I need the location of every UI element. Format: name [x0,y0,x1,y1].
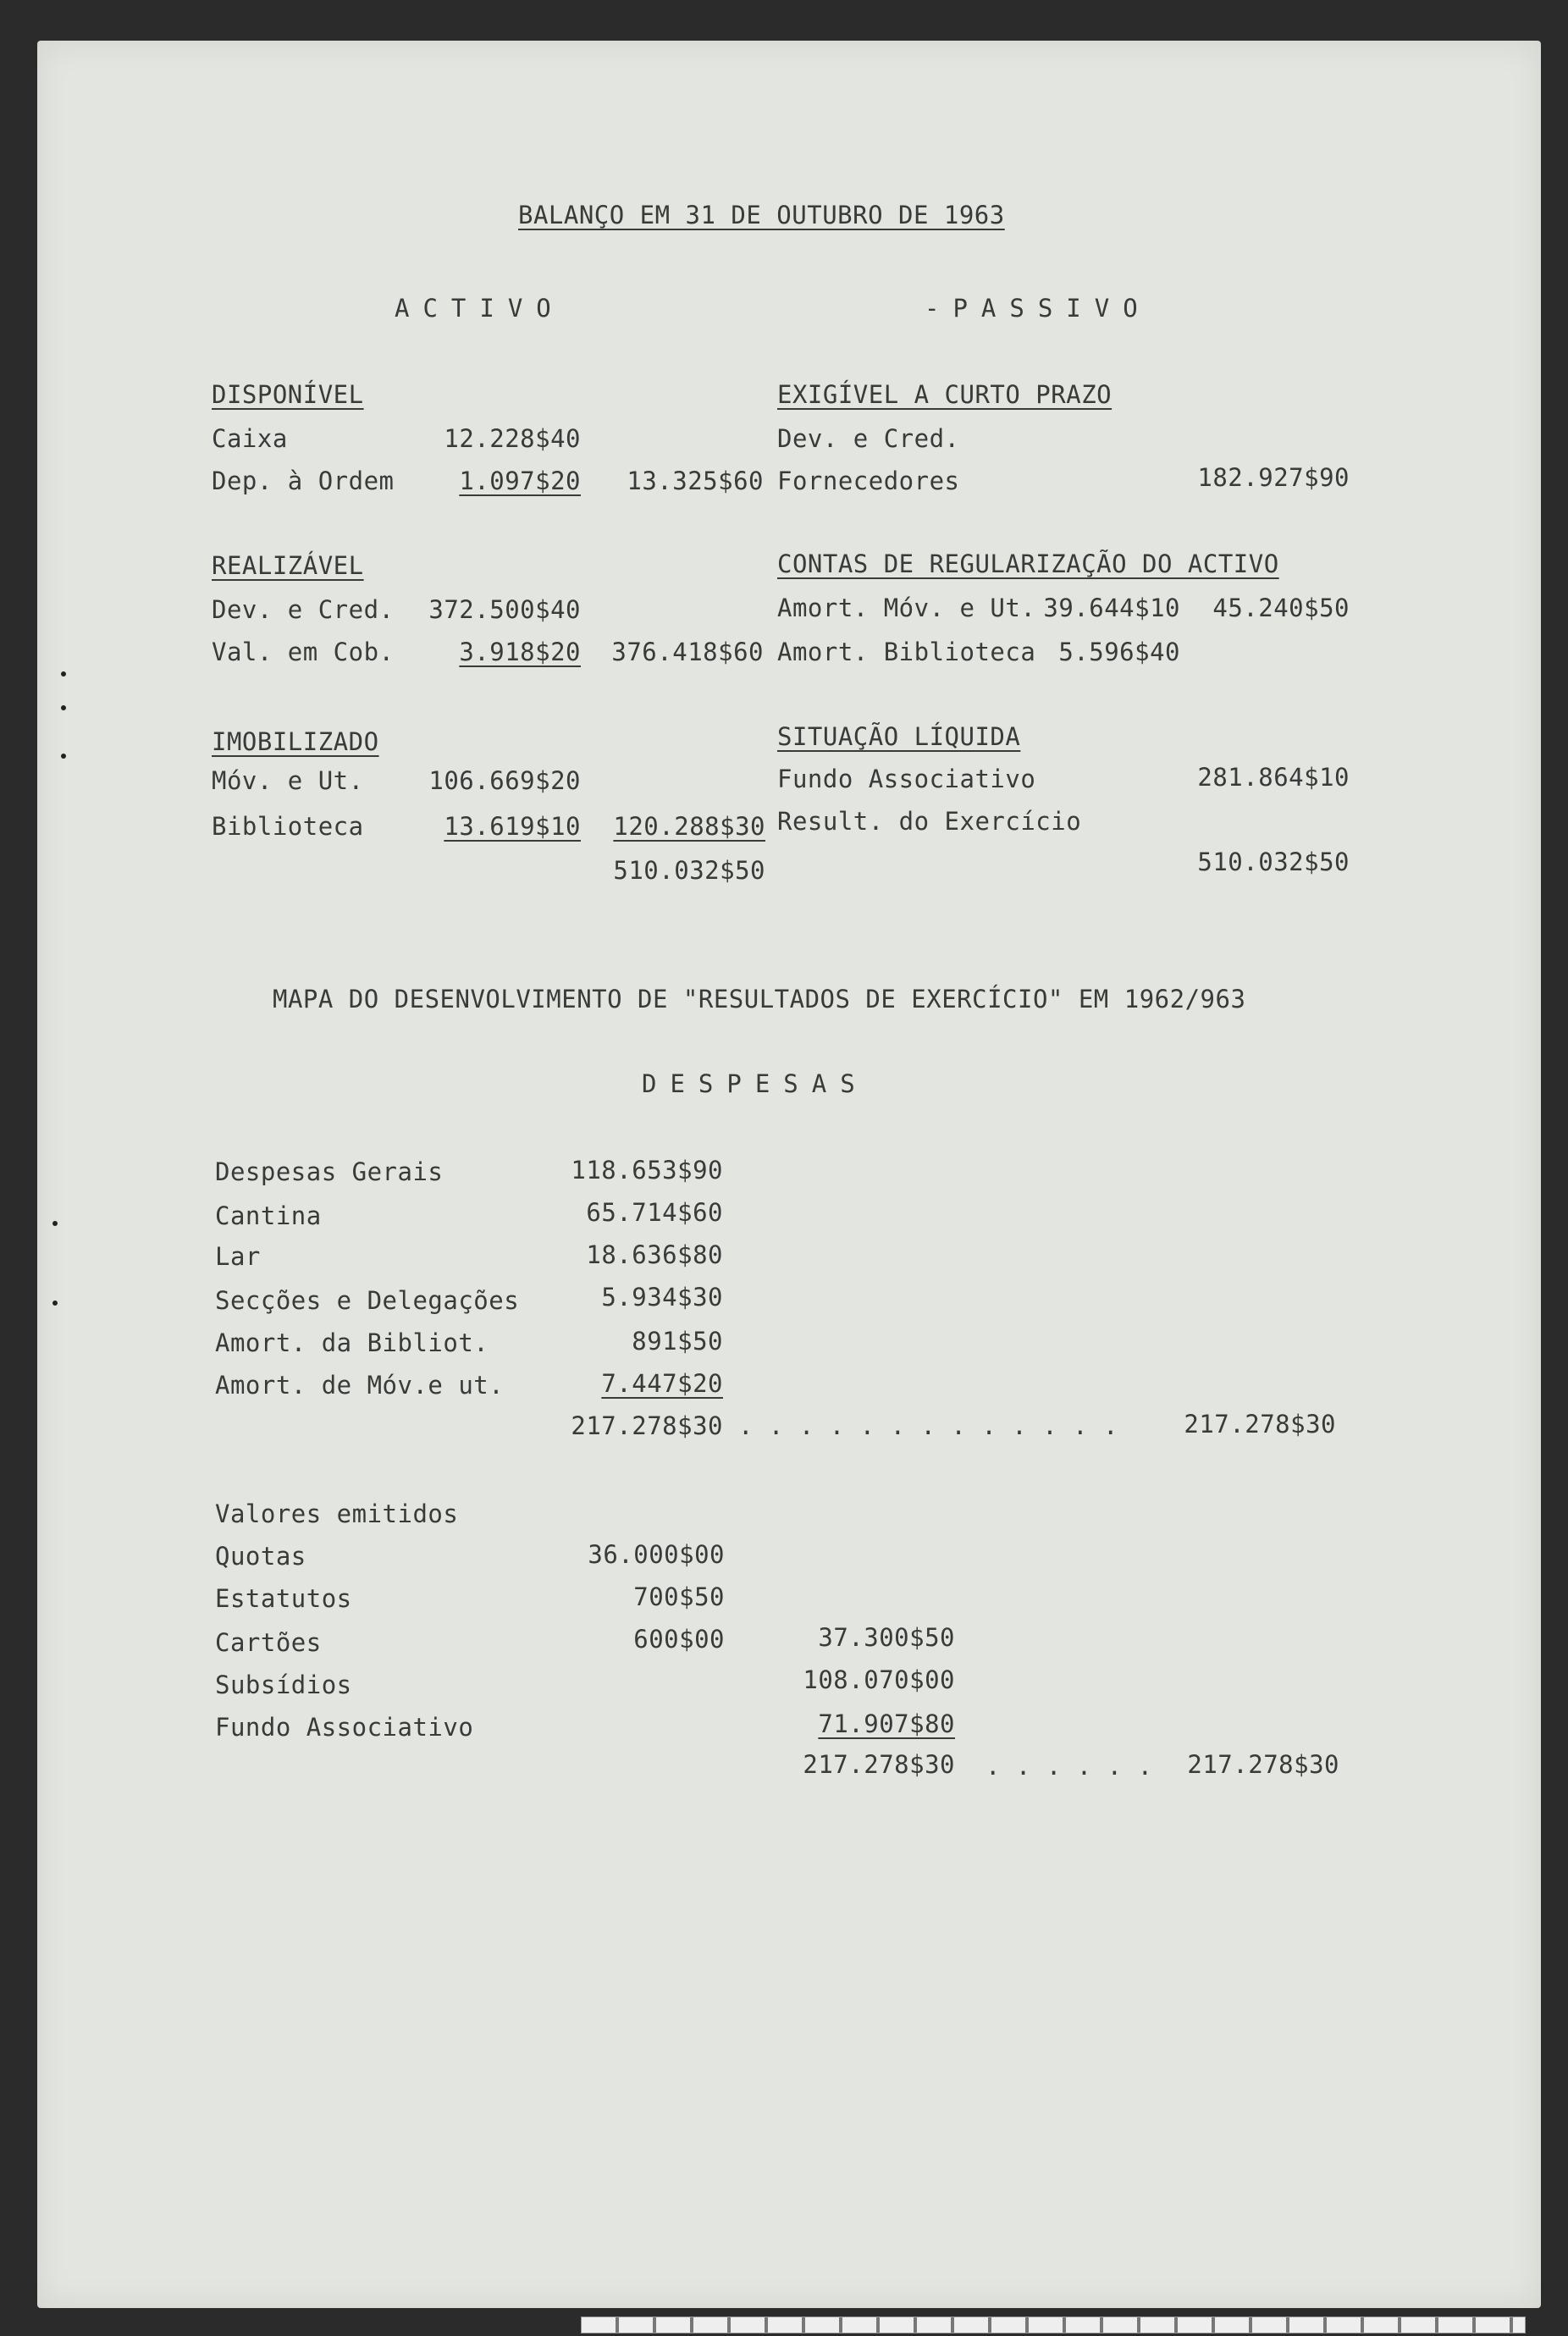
despesas-total: 217.278$30 [1184,1410,1336,1439]
receitas-subtotal: 217.278$30 [803,1750,955,1779]
despesa-label: Amort. de Móv.e ut. [215,1371,505,1400]
disponivel-row-label: Caixa [212,424,288,453]
situacao-row-label: Fundo Associativo [777,765,1036,793]
contas-row-label: Amort. Biblioteca [777,638,1036,666]
exigivel-row-label: Dev. e Cred. [777,424,960,453]
despesas-subtotal: 217.278$30 [571,1411,723,1440]
valores-subtotal: 37.300$50 [818,1623,955,1652]
disponivel-row-label: Dep. à Ordem [212,467,395,495]
passivo-header: -PASSIVO [925,294,1151,323]
valor-label: Cartões [215,1628,322,1657]
activo-header: ACTIVO [395,294,565,323]
valor-value: 700$50 [633,1582,725,1611]
despesa-label: Cantina [215,1201,322,1230]
realizavel-row-label: Dev. e Cred. [212,595,395,624]
mapa-title: MAPA DO DESENVOLVIMENTO DE "RESULTADOS DE EXERCÍCIO" EM 1962/963 [273,985,1246,1013]
despesa-value: 118.653$90 [571,1156,723,1185]
realizavel-row-total: 376.418$60 [611,638,764,666]
despesa-label: Amort. da Bibliot. [215,1328,489,1357]
imobilizado-heading: IMOBILIZADO [212,727,379,756]
imobilizado-row-value: 106.669$20 [428,766,581,795]
imobilizado-row-label: Biblioteca [212,812,364,841]
despesa-value: 7.447$20 [601,1369,723,1398]
fundo-value: 71.907$80 [818,1709,955,1738]
imobilizado-row-value: 13.619$10 [444,812,581,841]
despesa-value: 891$50 [632,1327,723,1356]
exigivel-row-total: 182.927$90 [1197,463,1350,492]
valores-heading: Valores emitidos [215,1499,459,1528]
scan-ruler [581,2317,1526,2333]
realizavel-row-value: 3.918$20 [459,638,581,666]
despesa-label: Secções e Delegações [215,1286,520,1315]
passivo-total: 510.032$50 [1197,848,1350,876]
valor-label: Estatutos [215,1584,352,1613]
exigivel-heading: EXIGÍVEL A CURTO PRAZO [777,380,1113,409]
activo-total: 510.032$50 [613,856,765,885]
disponivel-row-total: 13.325$60 [627,467,764,495]
contas-row-value: 39.644$10 [1043,594,1180,622]
subsidios-value: 108.070$00 [803,1665,955,1694]
imobilizado-row-label: Móv. e Ut. [212,766,364,795]
margin-mark [52,1301,58,1306]
despesa-value: 65.714$60 [586,1198,723,1227]
disponivel-row-value: 1.097$20 [459,467,581,495]
margin-mark [52,1221,58,1226]
imobilizado-row-total: 120.288$30 [613,812,765,841]
margin-mark [61,671,66,677]
contas-row-label: Amort. Móv. e Ut. [777,594,1036,622]
margin-mark [61,705,66,710]
fundo-label: Fundo Associativo [215,1713,474,1742]
situacao-row-label: Result. do Exercício [777,807,1082,836]
situacao-heading: SITUAÇÃO LÍQUIDA [777,722,1021,751]
despesa-label: Lar [215,1242,261,1271]
subsidios-label: Subsídios [215,1671,352,1699]
despesas-header: DESPESAS [642,1069,869,1098]
valor-value: 36.000$00 [588,1540,725,1569]
margin-mark [61,754,66,759]
realizavel-row-label: Val. em Cob. [212,638,395,666]
exigivel-row-label: Fornecedores [777,467,960,495]
receitas-leader: . . . . . . [986,1752,1153,1781]
disponivel-row-value: 12.228$40 [444,424,581,453]
balanco-title: BALANÇO EM 31 DE OUTUBRO DE 1963 [518,201,1005,229]
contas-row-value: 5.596$40 [1058,638,1180,666]
despesa-label: Despesas Gerais [215,1157,444,1186]
disponivel-heading: DISPONÍVEL [212,380,364,409]
situacao-row-total: 281.864$10 [1197,763,1350,792]
valor-label: Quotas [215,1542,306,1571]
contas-heading: CONTAS DE REGULARIZAÇÃO DO ACTIVO [777,549,1279,578]
receitas-total: 217.278$30 [1187,1750,1339,1779]
despesa-value: 18.636$80 [586,1240,723,1269]
realizavel-heading: REALIZÁVEL [212,551,364,580]
realizavel-row-value: 372.500$40 [428,595,581,624]
despesa-value: 5.934$30 [601,1283,723,1312]
contas-row-total: 45.240$50 [1212,594,1350,622]
despesas-leader: . . . . . . . . . . . . . [738,1411,1118,1440]
valor-value: 600$00 [633,1625,725,1654]
